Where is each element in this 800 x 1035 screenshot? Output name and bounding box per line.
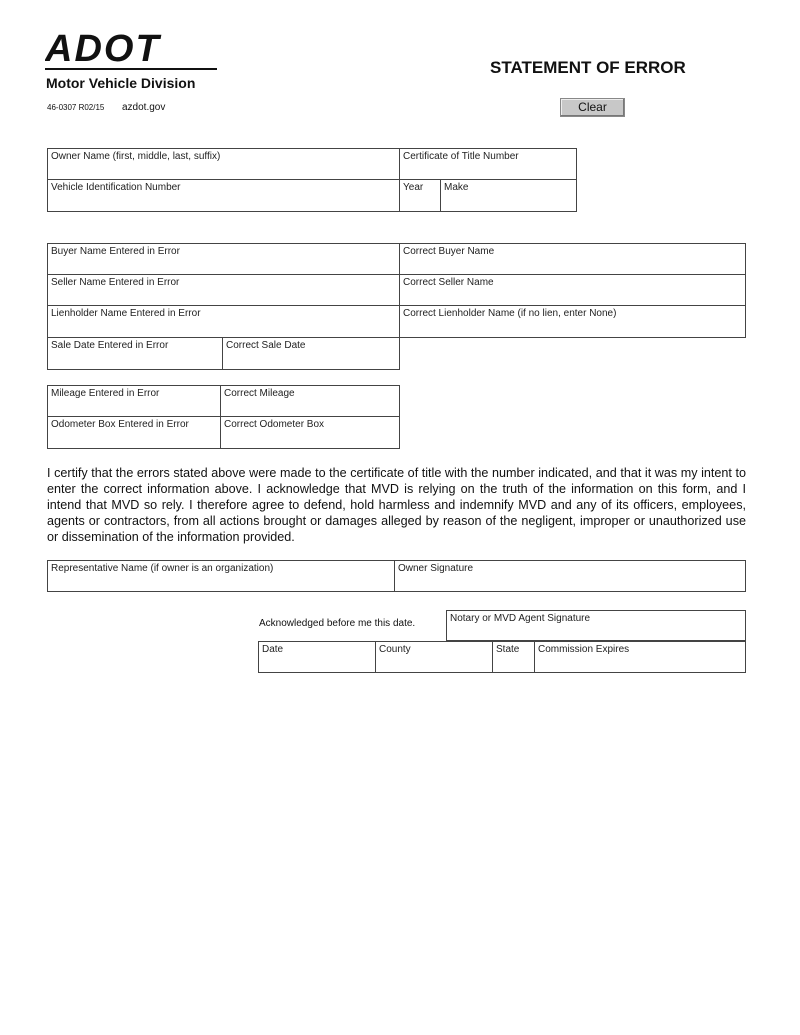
correct-odometer-field[interactable]: Correct Odometer Box — [221, 417, 400, 449]
website: azdot.gov — [122, 102, 166, 113]
acknowledged-label: Acknowledged before me this date. — [259, 618, 416, 629]
vin-field[interactable]: Vehicle Identification Number — [47, 180, 400, 212]
state-field[interactable]: State — [493, 641, 535, 673]
certification-text: I certify that the errors stated above were made to the certificate of title with the number indicated, and that it was my intent to enter the correct information above. I acknowledge that MVD is relying on the truth of the information on this form, and I intend that MVD so rely. I therefore agree to defend, hold harmless and indemnify MVD and any of its officers, employees, agents or contractors, from all actions brought or damages alleged by reason of the negligent, improper or unauthorized use or dissemination of the information provided. — [47, 466, 746, 544]
representative-name-field[interactable]: Representative Name (if owner is an organization) — [47, 560, 395, 592]
notary-signature-field[interactable]: Notary or MVD Agent Signature — [446, 610, 746, 641]
certificate-field[interactable]: Certificate of Title Number — [400, 148, 577, 180]
lienholder-error-field[interactable]: Lienholder Name Entered in Error — [47, 306, 400, 338]
sale-date-error-field[interactable]: Sale Date Entered in Error — [47, 338, 223, 370]
adot-logo: ADOT — [45, 30, 217, 70]
owner-name-field[interactable]: Owner Name (first, middle, last, suffix) — [47, 148, 400, 180]
buyer-error-field[interactable]: Buyer Name Entered in Error — [47, 243, 400, 275]
correct-lienholder-field[interactable]: Correct Lienholder Name (if no lien, enter None) — [400, 306, 746, 338]
correct-mileage-field[interactable]: Correct Mileage — [221, 385, 400, 417]
correct-sale-date-field[interactable]: Correct Sale Date — [223, 338, 400, 370]
odometer-error-field[interactable]: Odometer Box Entered in Error — [47, 417, 221, 449]
form-number: 46-0307 R02/15 — [47, 103, 105, 112]
notary-date-field[interactable]: Date — [258, 641, 376, 673]
mileage-error-field[interactable]: Mileage Entered in Error — [47, 385, 221, 417]
year-field[interactable]: Year — [400, 180, 441, 212]
correct-buyer-field[interactable]: Correct Buyer Name — [400, 243, 746, 275]
county-field[interactable]: County — [376, 641, 493, 673]
clear-button[interactable]: Clear — [560, 98, 625, 117]
page-title: STATEMENT OF ERROR — [490, 58, 686, 77]
commission-expires-field[interactable]: Commission Expires — [535, 641, 746, 673]
correct-seller-field[interactable]: Correct Seller Name — [400, 275, 746, 306]
seller-error-field[interactable]: Seller Name Entered in Error — [47, 275, 400, 306]
division-name: Motor Vehicle Division — [46, 75, 196, 91]
owner-signature-field[interactable]: Owner Signature — [395, 560, 746, 592]
make-field[interactable]: Make — [441, 180, 577, 212]
